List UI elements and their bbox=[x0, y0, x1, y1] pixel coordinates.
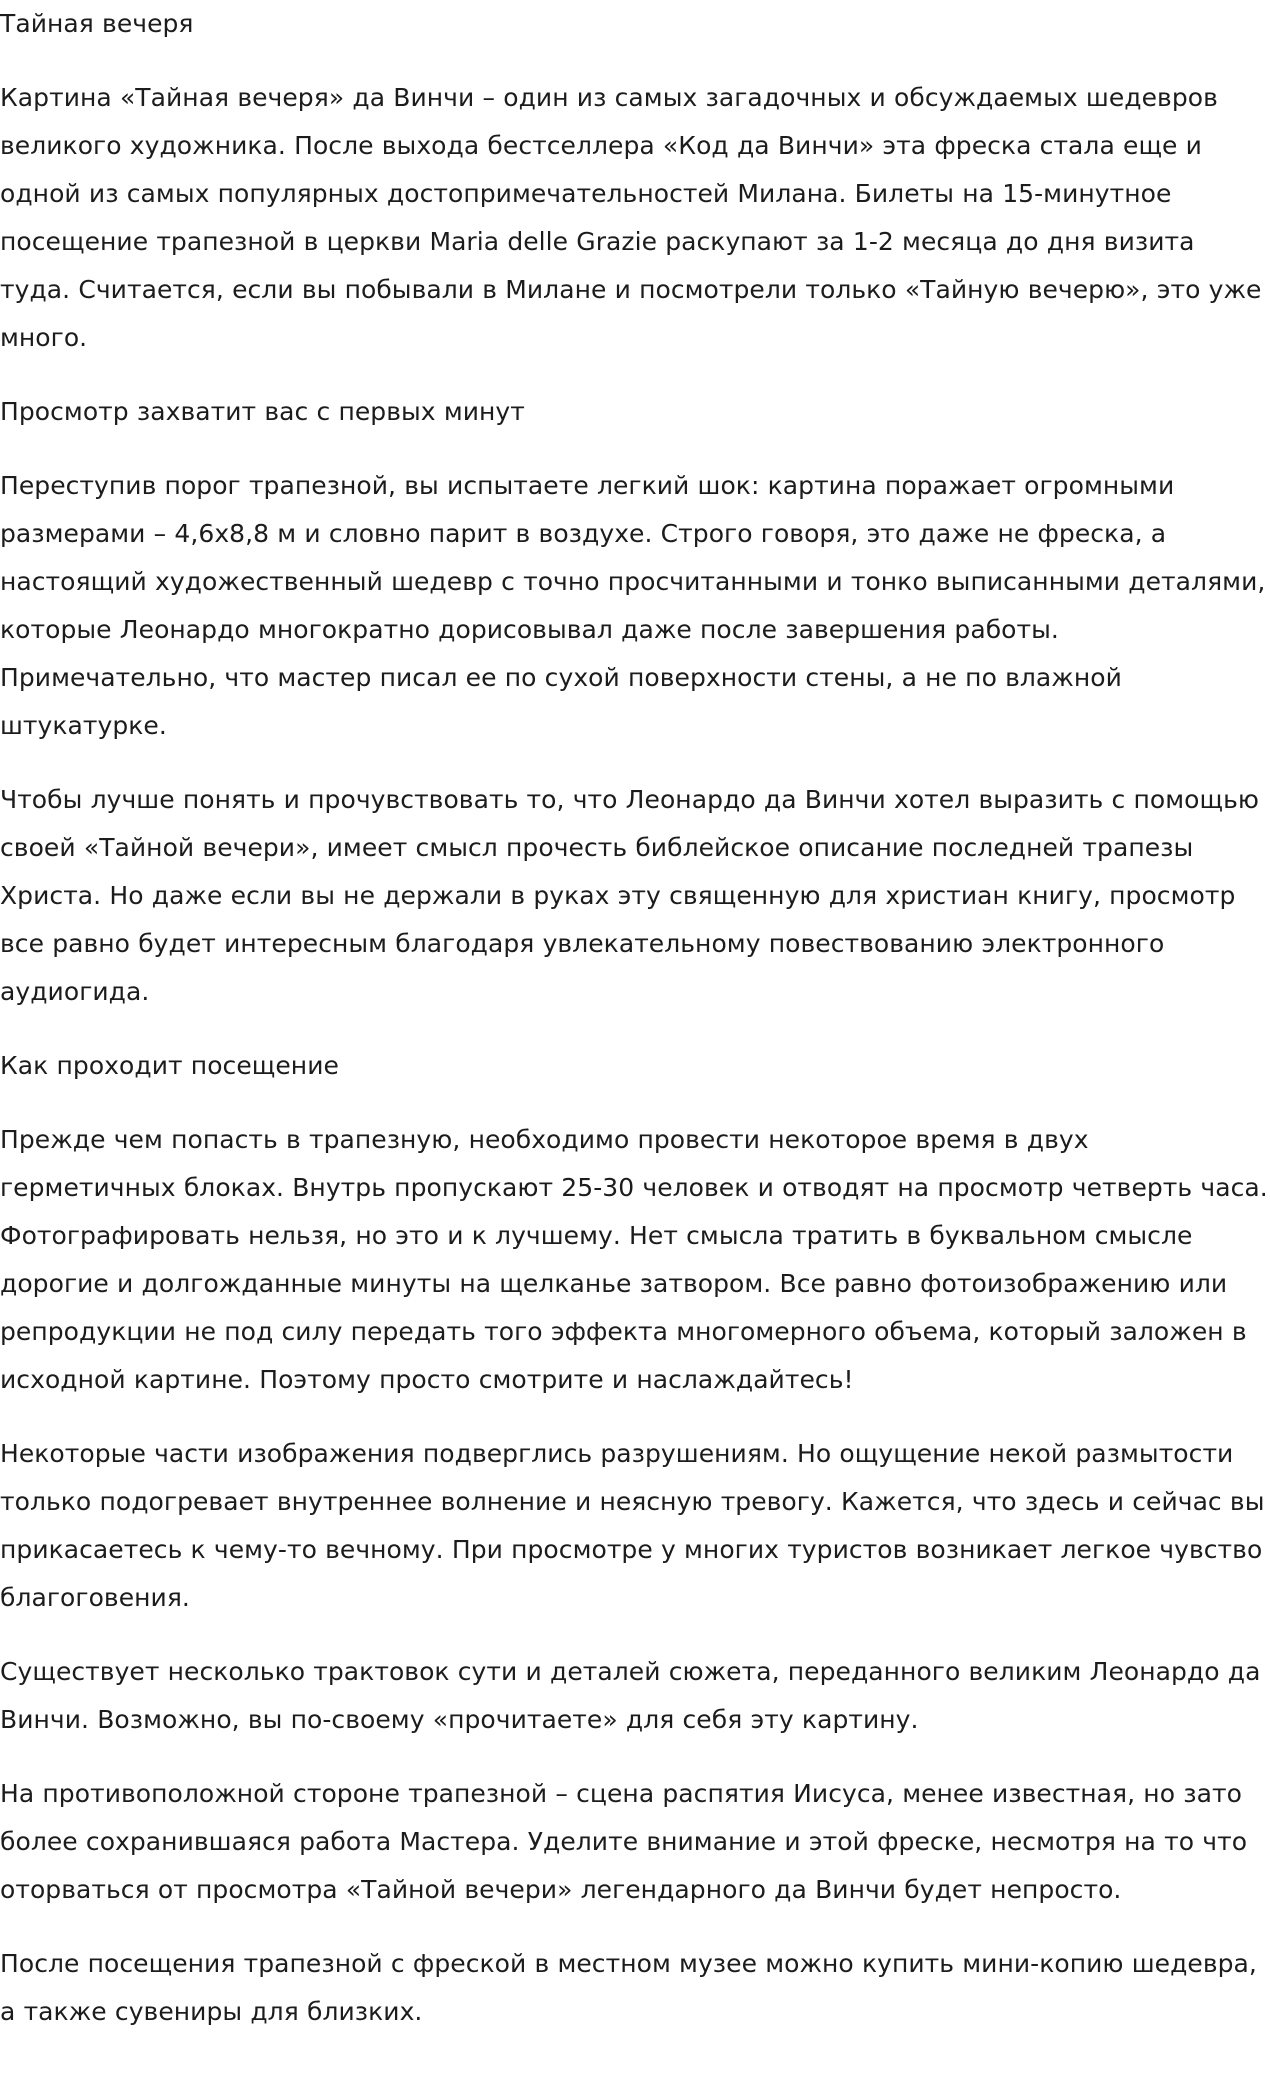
article-paragraph: Некоторые части изображения подверглись разрушениям. Но ощущение некой размытости только подогревает внутреннее волнение и неясную тревогу. Кажется, что здесь и сейчас вы прикасаетесь к чему-то вечному. При просмотре у многих туристов возникает легкое чувство благоговения. bbox=[0, 1439, 1265, 1612]
article-paragraph: На противоположной стороне трапезной – сцена распятия Иисуса, менее известная, но зато более сохранившаяся работа Мастера. Уделите внимание и этой фреске, несмотря на то что оторваться от просмотра «Тайной вечери» легендарного да Винчи будет непросто. bbox=[0, 1779, 1248, 1904]
article-paragraph: Прежде чем попасть в трапезную, необходимо провести некоторое время в двух герметичных блоках. Внутрь пропускают 25-30 человек и отводят на просмотр четверть часа. Фотографировать нельзя, но это и к лучшему. Нет смысла тратить в буквальном смысле дорогие и долгожданные минуты на щелканье затвором. Все равно фотоизображению или репродукции не под силу передать того эффекта многомерного объема, который заложен в исходной картине. Поэтому просто смотрите и наслаждайтесь! bbox=[0, 1125, 1268, 1394]
article-paragraph: После посещения трапезной с фреской в местном музее можно купить мини-копию шедевра, а также сувениры для близких. bbox=[0, 1949, 1257, 2026]
section-heading: Тайная вечеря bbox=[0, 9, 194, 38]
section-heading: Просмотр захватит вас с первых минут bbox=[0, 397, 525, 426]
article-paragraph: Переступив порог трапезной, вы испытаете легкий шок: картина поражает огромными размерами – 4,6х8,8 м и словно парит в воздухе. Строго говоря, это даже не фреска, а настоящий художественный шедевр с точно просчитанными и тонко выписанными деталями, которые Леонардо многократно дорисовывал даже после завершения работы. Примечательно, что мастер писал ее по сухой поверхности стены, а не по влажной штукатурке. bbox=[0, 471, 1266, 740]
article-paragraph: Картина «Тайная вечеря» да Винчи – один из самых загадочных и обсуждаемых шедевров великого художника. После выхода бестселлера «Код да Винчи» эта фреска стала еще и одной из самых популярных достопримечательностей Милана. Билеты на 15-минутное посещение трапезной в церкви Maria delle Grazie раскупают за 1-2 месяца до дня визита туда. Считается, если вы побывали в Милане и посмотрели только «Тайную вечерю», это уже много. bbox=[0, 83, 1262, 352]
article-paragraph: Существует несколько трактовок сути и деталей сюжета, переданного великим Леонардо да Винчи. Возможно, вы по-своему «прочитаете» для себя эту картину. bbox=[0, 1657, 1261, 1734]
section-heading: Как проходит посещение bbox=[0, 1051, 339, 1080]
article-paragraph: Чтобы лучше понять и прочувствовать то, что Леонардо да Винчи хотел выразить с помощью своей «Тайной вечери», имеет смысл прочесть библейское описание последней трапезы Христа. Но даже если вы не держали в руках эту священную для христиан книгу, просмотр все равно будет интересным благодаря увлекательному повествованию электронного аудиогида. bbox=[0, 785, 1259, 1006]
